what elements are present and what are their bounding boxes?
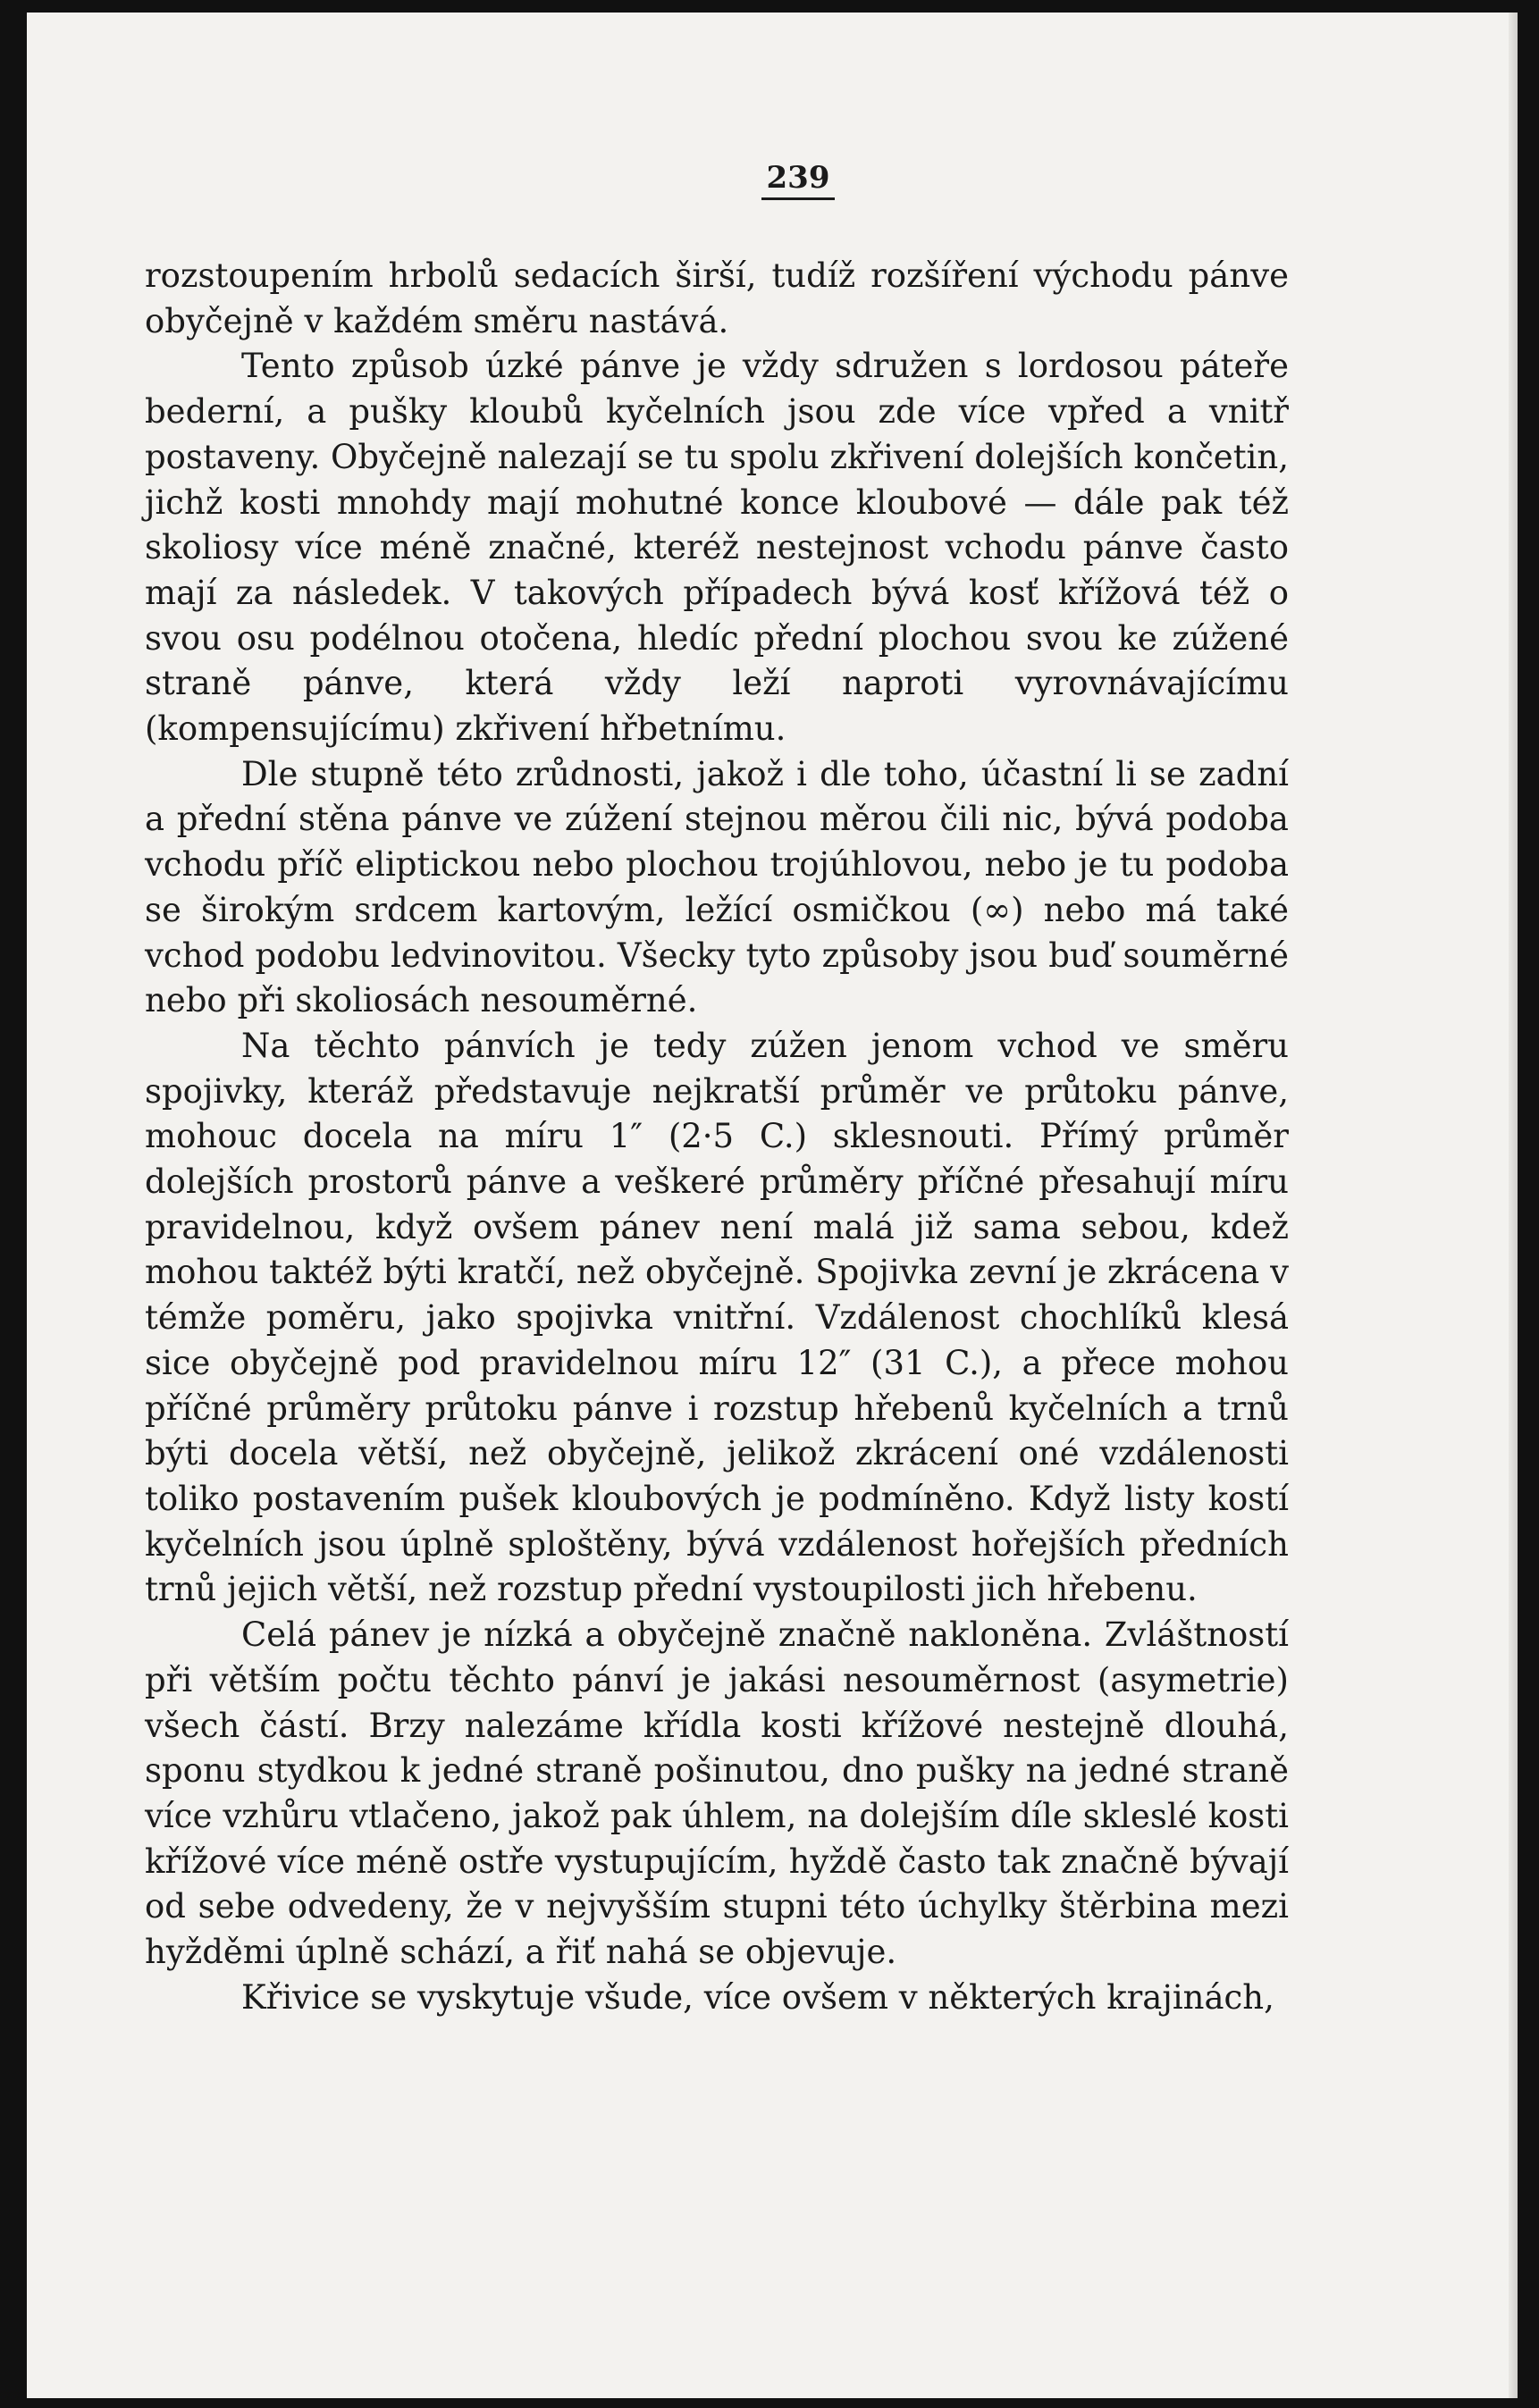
paragraph: Tento způsob úzké pánve je vždy sdružen s lordosou páteře bederní, a pušky kloubů kyčelních jsou zde více vpřed a vnitř postaveny. Obyčejně nalezají se tu spolu zkřivení dolejších končetin, jichž kosti mnohdy mají mohutné konce kloubové — dále pak též skoliosy více méně značné, kteréž nestejnost vchodu pánve často mají za následek. V takových případech bývá kosť křížová též o svou osu podélnou otočena, hledíc přední plochou svou ke zúžené straně pánve, která vždy leží naproti vyrovnávajícímu (kompensujícímu) zkřivení hřbetnímu. bbox=[145, 347, 1289, 749]
page-number-text: 239 bbox=[761, 160, 836, 200]
paragraph: Dle stupně této zrůdnosti, jakož i dle toho, účastní li se zadní a přední stěna pánve ve zúžení stejnou měrou čili nic, bývá podoba vchodu příč eliptickou nebo plochou trojúhlovou, nebo je tu podoba se širokým srdcem kartovým, ležící osmičkou (∞) nebo má také vchod podobu ledvinovitou. Všecky tyto způsoby jsou buď souměrné nebo při skoliosách nesouměrné. bbox=[145, 754, 1289, 1020]
text-body bbox=[145, 254, 1289, 2020]
page-number bbox=[27, 160, 1518, 200]
paragraph: Na těchto pánvích je tedy zúžen jenom vchod ve směru spojivky, kteráž představuje nejkratší průměr ve průtoku pánve, mohouc docela na míru 1″ (2·5 C.) sklesnouti. Přímý průměr dolejších prostorů pánve a veškeré průměry příčné přesahují míru pravidelnou, když ovšem pánev není malá již sama sebou, kdež mohou taktéž býti kratčí, než obyčejně. Spojivka zevní je zkrácena v témže poměru, jako spojivka vnitřní. Vzdálenost chochlíků klesá sice obyčejně pod pravidelnou míru 12″ (31 C.), a přece mohou příčné průměry průtoku pánve i rozstup hřebenů kyčelních a trnů býti docela větší, než obyčejně, jelikož zkrácení oné vzdálenosti toliko postavením pušek kloubových je podmíněno. Když listy kostí kyčelních jsou úplně sploštěny, bývá vzdálenost hořejších předních trnů jejich větší, než rozstup přední vystoupilosti jich hřebenu. bbox=[145, 1026, 1289, 1609]
paragraph: Křivice se vyskytuje všude, více ovšem v některých krajinách, bbox=[241, 1977, 1274, 2017]
paragraph: Celá pánev je nízká a obyčejně značně nakloněna. Zvláštností při větším počtu těchto pánví je jakási nesouměrnost (asymetrie) všech částí. Brzy nalezáme křídla kosti křížové nestejně dlouhá, sponu stydkou k jedné straně pošinutou, dno pušky na jedné straně více vzhůru vtlačeno, jakož pak úhlem, na dolejším díle skleslé kosti křížové více méně ostře vystupujícím, hyždě často tak značně bývají od sebe odvedeny, že v nejvyšším stupni této úchylky štěrbina mezi hyžděmi úplně schází, a řiť nahá se objevuje. bbox=[145, 1615, 1289, 1972]
paragraph: rozstoupením hrbolů sedacích širší, tudíž rozšíření východu pánve obyčejně v každém směru nastává. bbox=[145, 256, 1289, 340]
book-page bbox=[27, 13, 1518, 2398]
